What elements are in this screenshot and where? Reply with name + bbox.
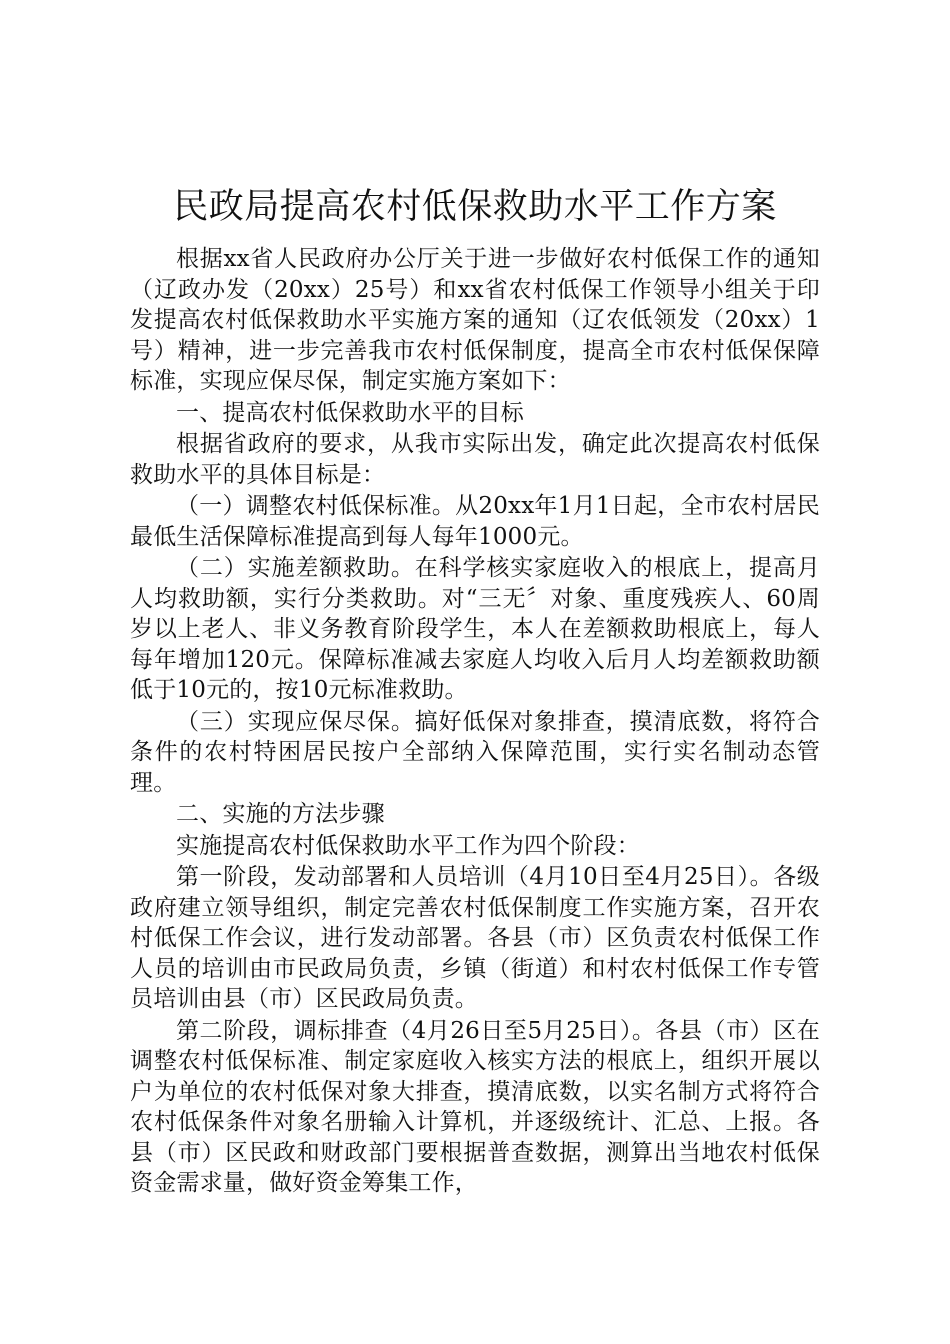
section-heading-steps: 二、实施的方法步骤	[176, 801, 385, 827]
paragraph-stage-2: 第二阶段，调标排查（4月26日至5月25日）。各县（市）区在调整农村低保标准、制定家庭收入核实方法的根底上，组织开展以户为单位的农村低保对象大排查，摸清底数，以实名制方式将符合农村低保条件对象名册输入计算机，并逐级统计、汇总、上报。各县（市）区民政和财政部门要根据普查数据，测算出当地农村低保资金需求量，做好资金筹集工作，	[130, 1017, 820, 1196]
document-content	[130, 180, 820, 1199]
paragraph-steps-intro: 实施提高农村低保救助水平工作为四个阶段：	[176, 832, 640, 859]
paragraph-goal-3: （三）实现应保尽保。搞好低保对象排查，摸清底数，将符合条件的农村特困居民按户全部纳入保障范围，实行实名制动态管理。	[130, 708, 820, 796]
paragraph-goal-2: （二）实施差额救助。在科学核实家庭收入的根底上，提高月人均救助额，实行分类救助。对“三无〞对象、重度残疾人、60周岁以上老人、非义务教育阶段学生，本人在差额救助根底上，每人每年增加120元。保障标准减去家庭人均收入后月人均差额救助额低于10元的，按10元标准救助。	[130, 555, 820, 703]
document-body	[130, 244, 820, 1199]
document-title: 民政局提高农村低保救助水平工作方案	[173, 187, 777, 227]
paragraph-stage-1: 第一阶段，发动部署和人员培训（4月10日至4月25日）。各级政府建立领导组织，制定完善农村低保制度工作实施方案，召开农村低保工作会议，进行发动部署。各县（市）区负责农村低保工作人员的培训由市民政局负责，乡镇（街道）和村农村低保工作专管员培训由县（市）区民政局负责。	[130, 864, 820, 1012]
paragraph-intro: 根据xx省人民政府办公厅关于进一步做好农村低保工作的通知（辽政办发（20xx）25号）和xx省农村低保工作领导小组关于印发提高农村低保救助水平实施方案的通知（辽农低领发（20xx）1号）精神，进一步完善我市农村低保制度，提高全市农村低保保障标准，实现应保尽保，制定实施方案如下：	[130, 246, 820, 394]
section-heading-goals: 一、提高农村低保救助水平的目标	[176, 399, 524, 426]
paragraph-goal-1: （一）调整农村低保标准。从20xx年1月1日起，全市农村居民最低生活保障标准提高到每人每年1000元。	[130, 493, 820, 550]
paragraph-goals: 根据省政府的要求，从我市实际出发，确定此次提高农村低保救助水平的具体目标是：	[130, 431, 820, 488]
